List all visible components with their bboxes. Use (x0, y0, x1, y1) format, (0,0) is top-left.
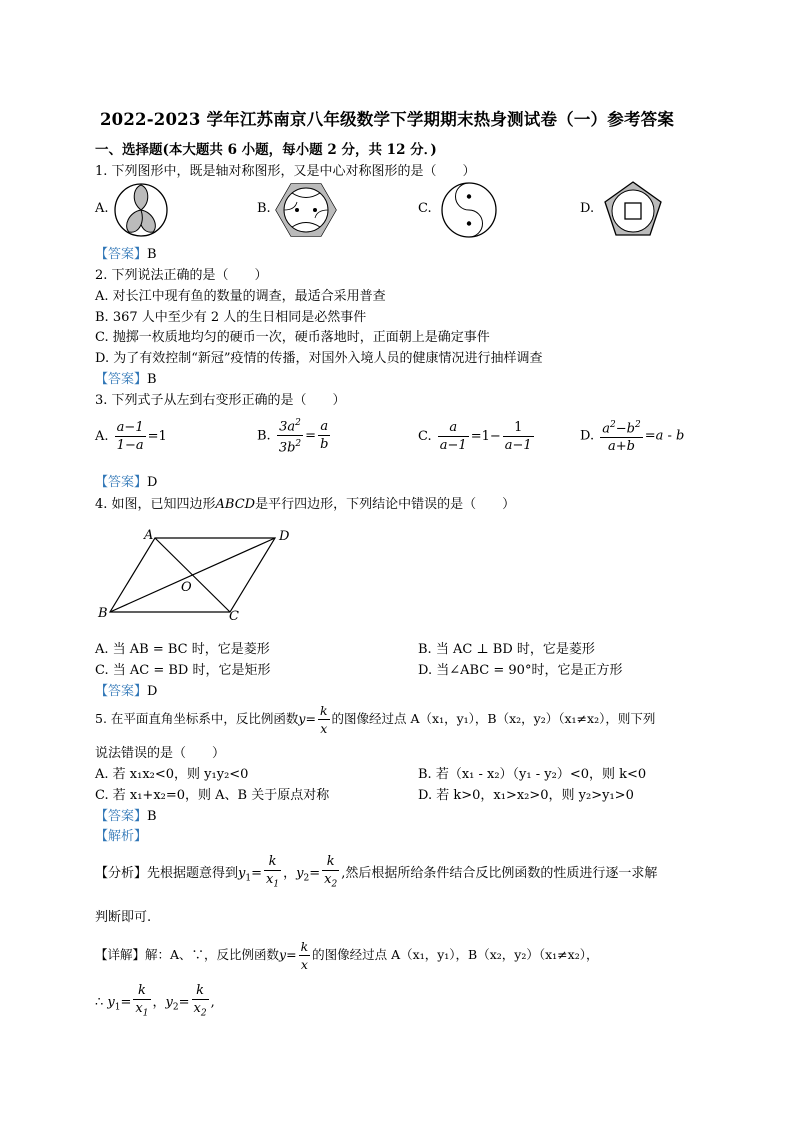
q3-option-c: C. $\frac{a}{a-1}$ =1− $\frac{1}{a-1}$ (418, 420, 532, 453)
q4-parallelogram-figure (96, 526, 296, 628)
q5-analysis-tag: 【解析】 (95, 829, 148, 844)
q5-therefore-line: ∴ $y_1=$ $\frac{k}{x_1}$ ，$y_2=$ $\frac{k}{x_2}$ , (95, 982, 215, 1023)
point-label-c: C (229, 609, 239, 624)
q1-figure-b (275, 182, 337, 238)
q3-option-c-label: C. (418, 429, 432, 444)
q2-option-b: B. 367 人中至少有 2 人的生日相同是必然事件 (95, 310, 367, 325)
q5-detail-text: 【详解】解：A、∵，反比例函数 (95, 947, 280, 962)
q4-stem (95, 493, 515, 512)
q5-detail: 【详解】解：A、∵，反比例函数y= $\frac{k}{x}$ 的图像经过点 A（x₁，y₁），B（x₂，y₂）（x₁≠x₂）， (95, 939, 599, 972)
q2-option-c: C. 抛掷一枚质地均匀的硬币一次，硬币落地时，正面朝上是确定事件 (95, 330, 490, 345)
fraction: $\frac{3a^2}{3b^2}$ (277, 415, 303, 457)
q4-option-a: A. 当 AB = BC 时，它是菱形 (95, 642, 270, 657)
q3-option-a-label: A. (95, 429, 109, 444)
q5-stem: 5. 在平面直角坐标系中，反比例函数y= $\frac{k}{x}$ 的图像经过点 A（x₁，y₁），B（x₂，y₂）（x₁≠x₂），则下列 (95, 703, 656, 736)
q1-option-c-label: C. (418, 201, 432, 216)
q1-answer: 【答案】B (95, 247, 157, 262)
q5-option-a: A. 若 x₁x₂<0，则 y₁y₂<0 (95, 767, 249, 782)
q5-stem-text: 5. 在平面直角坐标系中，反比例函数 (95, 711, 299, 726)
q1-stem: 1. 下列图形中，既是轴对称图形，又是中心对称图形的是（ ） (95, 164, 476, 179)
q3-answer: 【答案】D (95, 475, 158, 490)
fraction: $\frac{k}{x_2}$ (193, 983, 207, 1019)
q2-option-a: A. 对长江中现有鱼的数量的调查，最适合采用普查 (95, 289, 386, 304)
q4-answer: 【答案】D (95, 684, 158, 699)
point-label-a: A (144, 528, 154, 543)
q4-option-b: B. 当 AC ⊥ BD 时，它是菱形 (418, 642, 595, 657)
q5-option-c: C. 若 x₁+x₂=0，则 A、B 关于原点对称 (95, 788, 330, 803)
fraction: $\frac{a}{a-1}$ (439, 420, 467, 453)
q1-figure-d (603, 180, 663, 238)
section-heading: 一、选择题(本大题共 6 小题，每小题 2 分，共 12 分．) (95, 142, 437, 158)
q4-stem-text: 4. 如图，已知四边形 (95, 497, 216, 512)
page-title: 2022-2023 学年江苏南京八年级数学下学期期末热身测试卷（一）参考答案 (100, 110, 675, 129)
q3-stem: 3. 下列式子从左到右变形正确的是（ ） (95, 393, 346, 408)
q5-option-d: D. 若 k>0，x₁>x₂>0，则 y₂>y₁>0 (418, 788, 634, 803)
q5-analysis-text: 【分析】先根据题意得到 (95, 865, 239, 881)
fraction: $\frac{k}{x_1}$ (266, 854, 280, 890)
q1-option-d-label: D. (580, 201, 595, 216)
fraction: $\frac{a}{b}$ (320, 419, 329, 453)
fraction: $\frac{a^2-b^2}{a+b}$ (600, 417, 642, 455)
fraction: $\frac{k}{x}$ (319, 703, 328, 736)
therefore-symbol: ∴ (95, 994, 104, 1010)
q5-option-b: B. 若（x₁ - x₂）（y₁ - y₂）<0，则 k<0 (418, 767, 647, 782)
point-label-b: B (98, 606, 108, 621)
point-label-o: O (181, 580, 192, 595)
q5-analysis: 【分析】先根据题意得到$y_1=$ $\frac{k}{x_1}$ ，$y_2=$ $\frac{k}{x_2}$ ,然后根据所给条件结合反比例函数的性质进行逐一求解 (95, 853, 657, 894)
q5-stem-line2: 说法错误的是（ ） (95, 746, 226, 761)
q1-figure-a (113, 182, 169, 238)
q3-option-d-label: D. (580, 428, 595, 444)
q1-figure-c (440, 181, 498, 239)
point-label-d: D (279, 529, 290, 544)
fraction: $\frac{k}{x_2}$ (324, 854, 338, 890)
q5-detail-text-2: 的图像经过点 A（x₁，y₁），B（x₂，y₂）（x₁≠x₂）， (312, 947, 599, 962)
q5-stem-text-2: 的图像经过点 A（x₁，y₁），B（x₂，y₂）（x₁≠x₂），则下列 (331, 711, 656, 726)
q4-option-c: C. 当 AC = BD 时，它是矩形 (95, 663, 271, 678)
q2-stem: 2. 下列说法正确的是（ ） (95, 268, 268, 283)
q2-answer: 【答案】B (95, 372, 157, 387)
fraction: $\frac{k}{x_1}$ (135, 983, 149, 1019)
q3-option-b-label: B. (257, 428, 271, 444)
q5-analysis-line2: 判断即可. (95, 910, 152, 925)
q4-stem-variable: ABCD (215, 497, 256, 512)
q2-option-d: D. 为了有效控制“新冠”疫情的传播，对国外入境人员的健康情况进行抽样调查 (95, 351, 543, 366)
fraction: $\frac{k}{x}$ (300, 939, 309, 972)
q3-option-b: B. $\frac{3a^2}{3b^2}$ = $\frac{a}{b}$ (257, 415, 332, 457)
q5-answer: 【答案】B (95, 809, 157, 824)
q1-option-b-label: B. (257, 201, 271, 216)
q4-stem-text-2: 是平行四边形，下列结论中错误的是（ ） (255, 497, 516, 512)
fraction: $\frac{1}{a-1}$ (504, 420, 532, 453)
q1-option-a-label: A. (95, 201, 109, 216)
q4-option-d: D. 当∠ABC = 90°时，它是正方形 (418, 663, 623, 678)
fraction: $\frac{a-1}{1-a}$ (116, 420, 144, 453)
q3-option-d: D. $\frac{a^2-b^2}{a+b}$ =a - b (580, 417, 684, 455)
q3-option-a: A. $\frac{a-1}{1-a}$ =1 (95, 420, 167, 453)
q5-analysis-text-2: 然后根据所给条件结合反比例函数的性质进行逐一求解 (345, 865, 658, 881)
